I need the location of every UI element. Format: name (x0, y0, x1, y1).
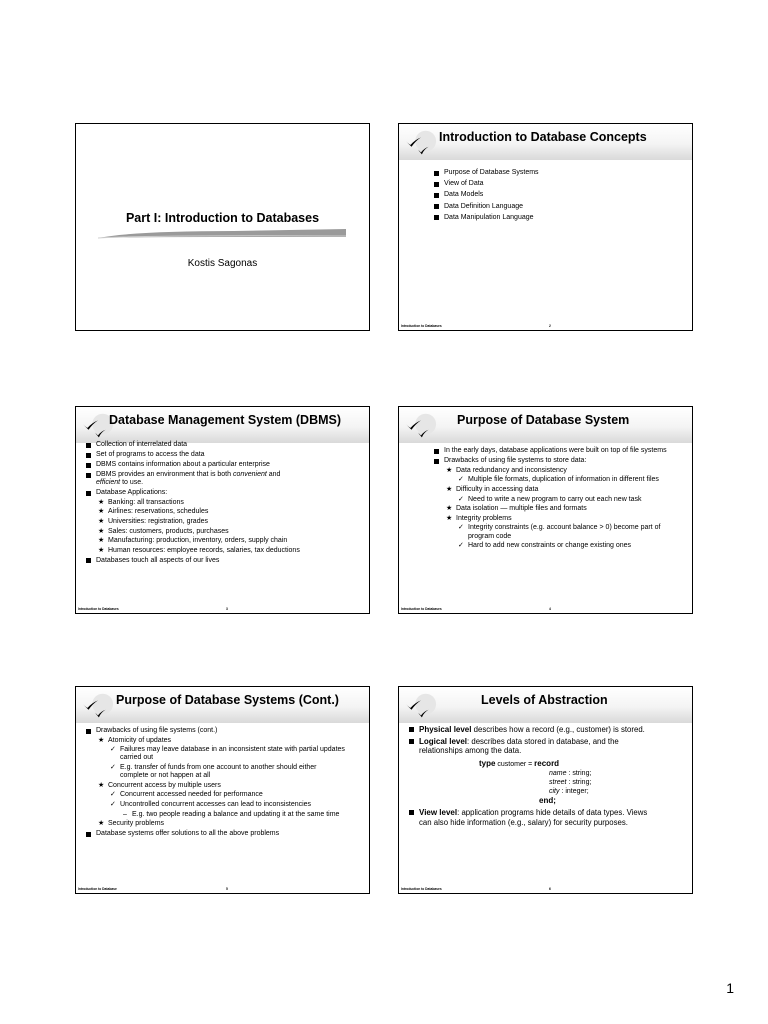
title-underline-swoosh (94, 227, 354, 241)
checkmark-logo-icon (80, 691, 114, 721)
slide-2 (398, 123, 693, 331)
page-number: 1 (726, 980, 734, 996)
list-item: Databases touch all aspects of our lives (84, 557, 364, 565)
list-item: ★ Difficulty in accessing data (446, 485, 539, 493)
slide-2-title: Introduction to Database Concepts (439, 130, 647, 144)
slide-footer-label: Introduction to Database (78, 887, 117, 891)
star-bullet-icon: ★ (98, 820, 105, 828)
square-bullet-icon (434, 171, 439, 176)
slide-number: 6 (549, 887, 551, 891)
star-bullet-icon: ★ (98, 508, 105, 516)
square-bullet-icon (409, 739, 414, 744)
slide-footer-label: Introduction to Databases (401, 607, 442, 611)
square-bullet-icon (434, 182, 439, 187)
list-item: ✓ E.g. transfer of funds from one account to another should either complete or not happen at all (110, 763, 317, 780)
square-bullet-icon (409, 810, 414, 815)
star-bullet-icon: ★ (446, 485, 453, 493)
slide-4-body (432, 447, 672, 552)
list-item: ★ Universities: registration, grades (98, 517, 208, 525)
square-bullet-icon (434, 215, 439, 220)
check-bullet-icon: ✓ (110, 800, 116, 808)
slide-1-author: Kostis Sagonas (187, 258, 258, 269)
list-item: DBMS provides an environment that is both convenient and efficient to use. (84, 471, 316, 487)
slide-5-title: Purpose of Database Systems (Cont.) (116, 693, 339, 707)
star-bullet-icon: ★ (98, 546, 105, 554)
check-bullet-icon: ✓ (110, 746, 116, 754)
list-item: ★ Security problems (98, 820, 165, 828)
star-bullet-icon: ★ (98, 537, 105, 545)
checkmark-logo-icon (403, 691, 437, 721)
list-item: Database systems offer solutions to all the above problems (84, 830, 364, 838)
slide-3-title: Database Management System (DBMS) (109, 413, 342, 427)
checkmark-logo-icon (403, 411, 437, 441)
list-item: Database Applications: (84, 489, 364, 497)
slide-number: 5 (226, 887, 228, 891)
list-item: Set of programs to access the data (84, 451, 364, 459)
star-bullet-icon: ★ (446, 505, 453, 513)
slide-5-body (84, 727, 364, 841)
list-item: Data Models (432, 191, 682, 200)
slide-5 (75, 686, 370, 894)
list-item: Purpose of Database Systems (432, 169, 682, 178)
list-item: ★ Sales: customers, products, purchases (98, 527, 229, 535)
check-bullet-icon: ✓ (458, 524, 464, 532)
slide-6-body (407, 725, 677, 758)
list-item: Drawbacks of using file systems (cont.) (84, 727, 364, 735)
check-bullet-icon: ✓ (458, 476, 464, 484)
list-item: ★ Data redundancy and inconsistency (446, 466, 567, 474)
star-bullet-icon: ★ (98, 781, 105, 789)
square-bullet-icon (434, 449, 439, 454)
check-bullet-icon: ✓ (110, 763, 116, 771)
list-item: Collection of interrelated data (84, 441, 364, 449)
square-bullet-icon (86, 443, 91, 448)
list-item: ✓ Hard to add new constraints or change existing ones (458, 542, 632, 550)
list-item: ★ Airlines: reservations, schedules (98, 508, 209, 516)
list-item: View of Data (432, 180, 682, 189)
slide-6-body-2 (407, 808, 657, 830)
slide-footer-label: Introduction to Databases (78, 607, 119, 611)
list-item: ★ Concurrent access by multiple users (98, 781, 221, 789)
list-item: Logical level: describes data stored in database, and the relationships among the data. (407, 737, 659, 756)
slide-footer-label: Introduction to Databases (401, 887, 442, 891)
list-item: ✓ Failures may leave database in an inconsistent state with partial updates carried out (110, 746, 345, 762)
list-item: Data Definition Language (432, 203, 682, 212)
star-bullet-icon: ★ (446, 466, 453, 474)
star-bullet-icon: ★ (98, 498, 105, 506)
list-item: ✓ Need to write a new program to carry out each new task (458, 495, 642, 503)
checkmark-logo-icon (403, 128, 437, 158)
slide-6 (398, 686, 693, 894)
slide-1 (75, 123, 370, 331)
square-bullet-icon (86, 729, 91, 734)
square-bullet-icon (86, 463, 91, 468)
slide-number: 4 (549, 607, 551, 611)
square-bullet-icon (86, 491, 91, 496)
type-definition-code: type customer = record name : string; street : string; city : integer; end; (479, 759, 592, 805)
slide-3-body (84, 441, 364, 568)
list-item: Data Manipulation Language (432, 214, 682, 223)
list-item: ✓ Multiple file formats, duplication of information in different files (458, 476, 659, 484)
square-bullet-icon (86, 453, 91, 458)
slide-number: 2 (549, 324, 551, 328)
square-bullet-icon (409, 727, 414, 732)
list-item: – E.g. two people reading a balance and updating it at the same time (123, 810, 340, 818)
list-item: DBMS contains information about a particular enterprise (84, 461, 364, 469)
square-bullet-icon (434, 193, 439, 198)
list-item: ✓ Uncontrolled concurrent accesses can lead to inconsistencies (110, 800, 312, 808)
list-item: ✓ Integrity constraints (e.g. account balance > 0) become part of program code (458, 524, 661, 540)
list-item: ★ Integrity problems (446, 514, 512, 522)
square-bullet-icon (86, 558, 91, 563)
star-bullet-icon: ★ (98, 527, 105, 535)
list-item: Drawbacks of using file systems to store data: (432, 457, 672, 465)
slide-footer-label: Introduction to Databases (401, 324, 442, 328)
dash-bullet-icon: – (123, 810, 127, 818)
list-item: View level: application programs hide details of data types. Views can also hide information (e.g., salary) for security purposes. (407, 808, 657, 827)
square-bullet-icon (86, 473, 91, 478)
square-bullet-icon (434, 204, 439, 209)
list-item: ★ Data isolation — multiple files and formats (446, 505, 587, 513)
slide-6-title: Levels of Abstraction (481, 693, 608, 707)
list-item: ✓ Concurrent accessed needed for performance (110, 791, 263, 799)
slide-number: 3 (226, 607, 228, 611)
slide-1-title: Part I: Introduction to Databases (125, 211, 320, 225)
list-item: ★ Banking: all transactions (98, 498, 184, 506)
list-item: Physical level describes how a record (e.g., customer) is stored. (407, 725, 677, 735)
square-bullet-icon (86, 832, 91, 837)
check-bullet-icon: ✓ (458, 542, 464, 550)
star-bullet-icon: ★ (98, 736, 105, 744)
list-item: ★ Atomicity of updates (98, 736, 172, 744)
slide-4-title: Purpose of Database System (457, 413, 630, 427)
list-item: ★ Manufacturing: production, inventory, orders, supply chain (98, 537, 288, 545)
list-item: ★ Human resources: employee records, salaries, tax deductions (98, 546, 300, 554)
slide-3 (75, 406, 370, 614)
star-bullet-icon: ★ (98, 517, 105, 525)
list-item: In the early days, database applications were built on top of file systems (432, 447, 672, 455)
square-bullet-icon (434, 459, 439, 464)
star-bullet-icon: ★ (446, 514, 453, 522)
check-bullet-icon: ✓ (110, 791, 116, 799)
slide-4 (398, 406, 693, 614)
check-bullet-icon: ✓ (458, 495, 464, 503)
slide-2-body (432, 169, 682, 225)
